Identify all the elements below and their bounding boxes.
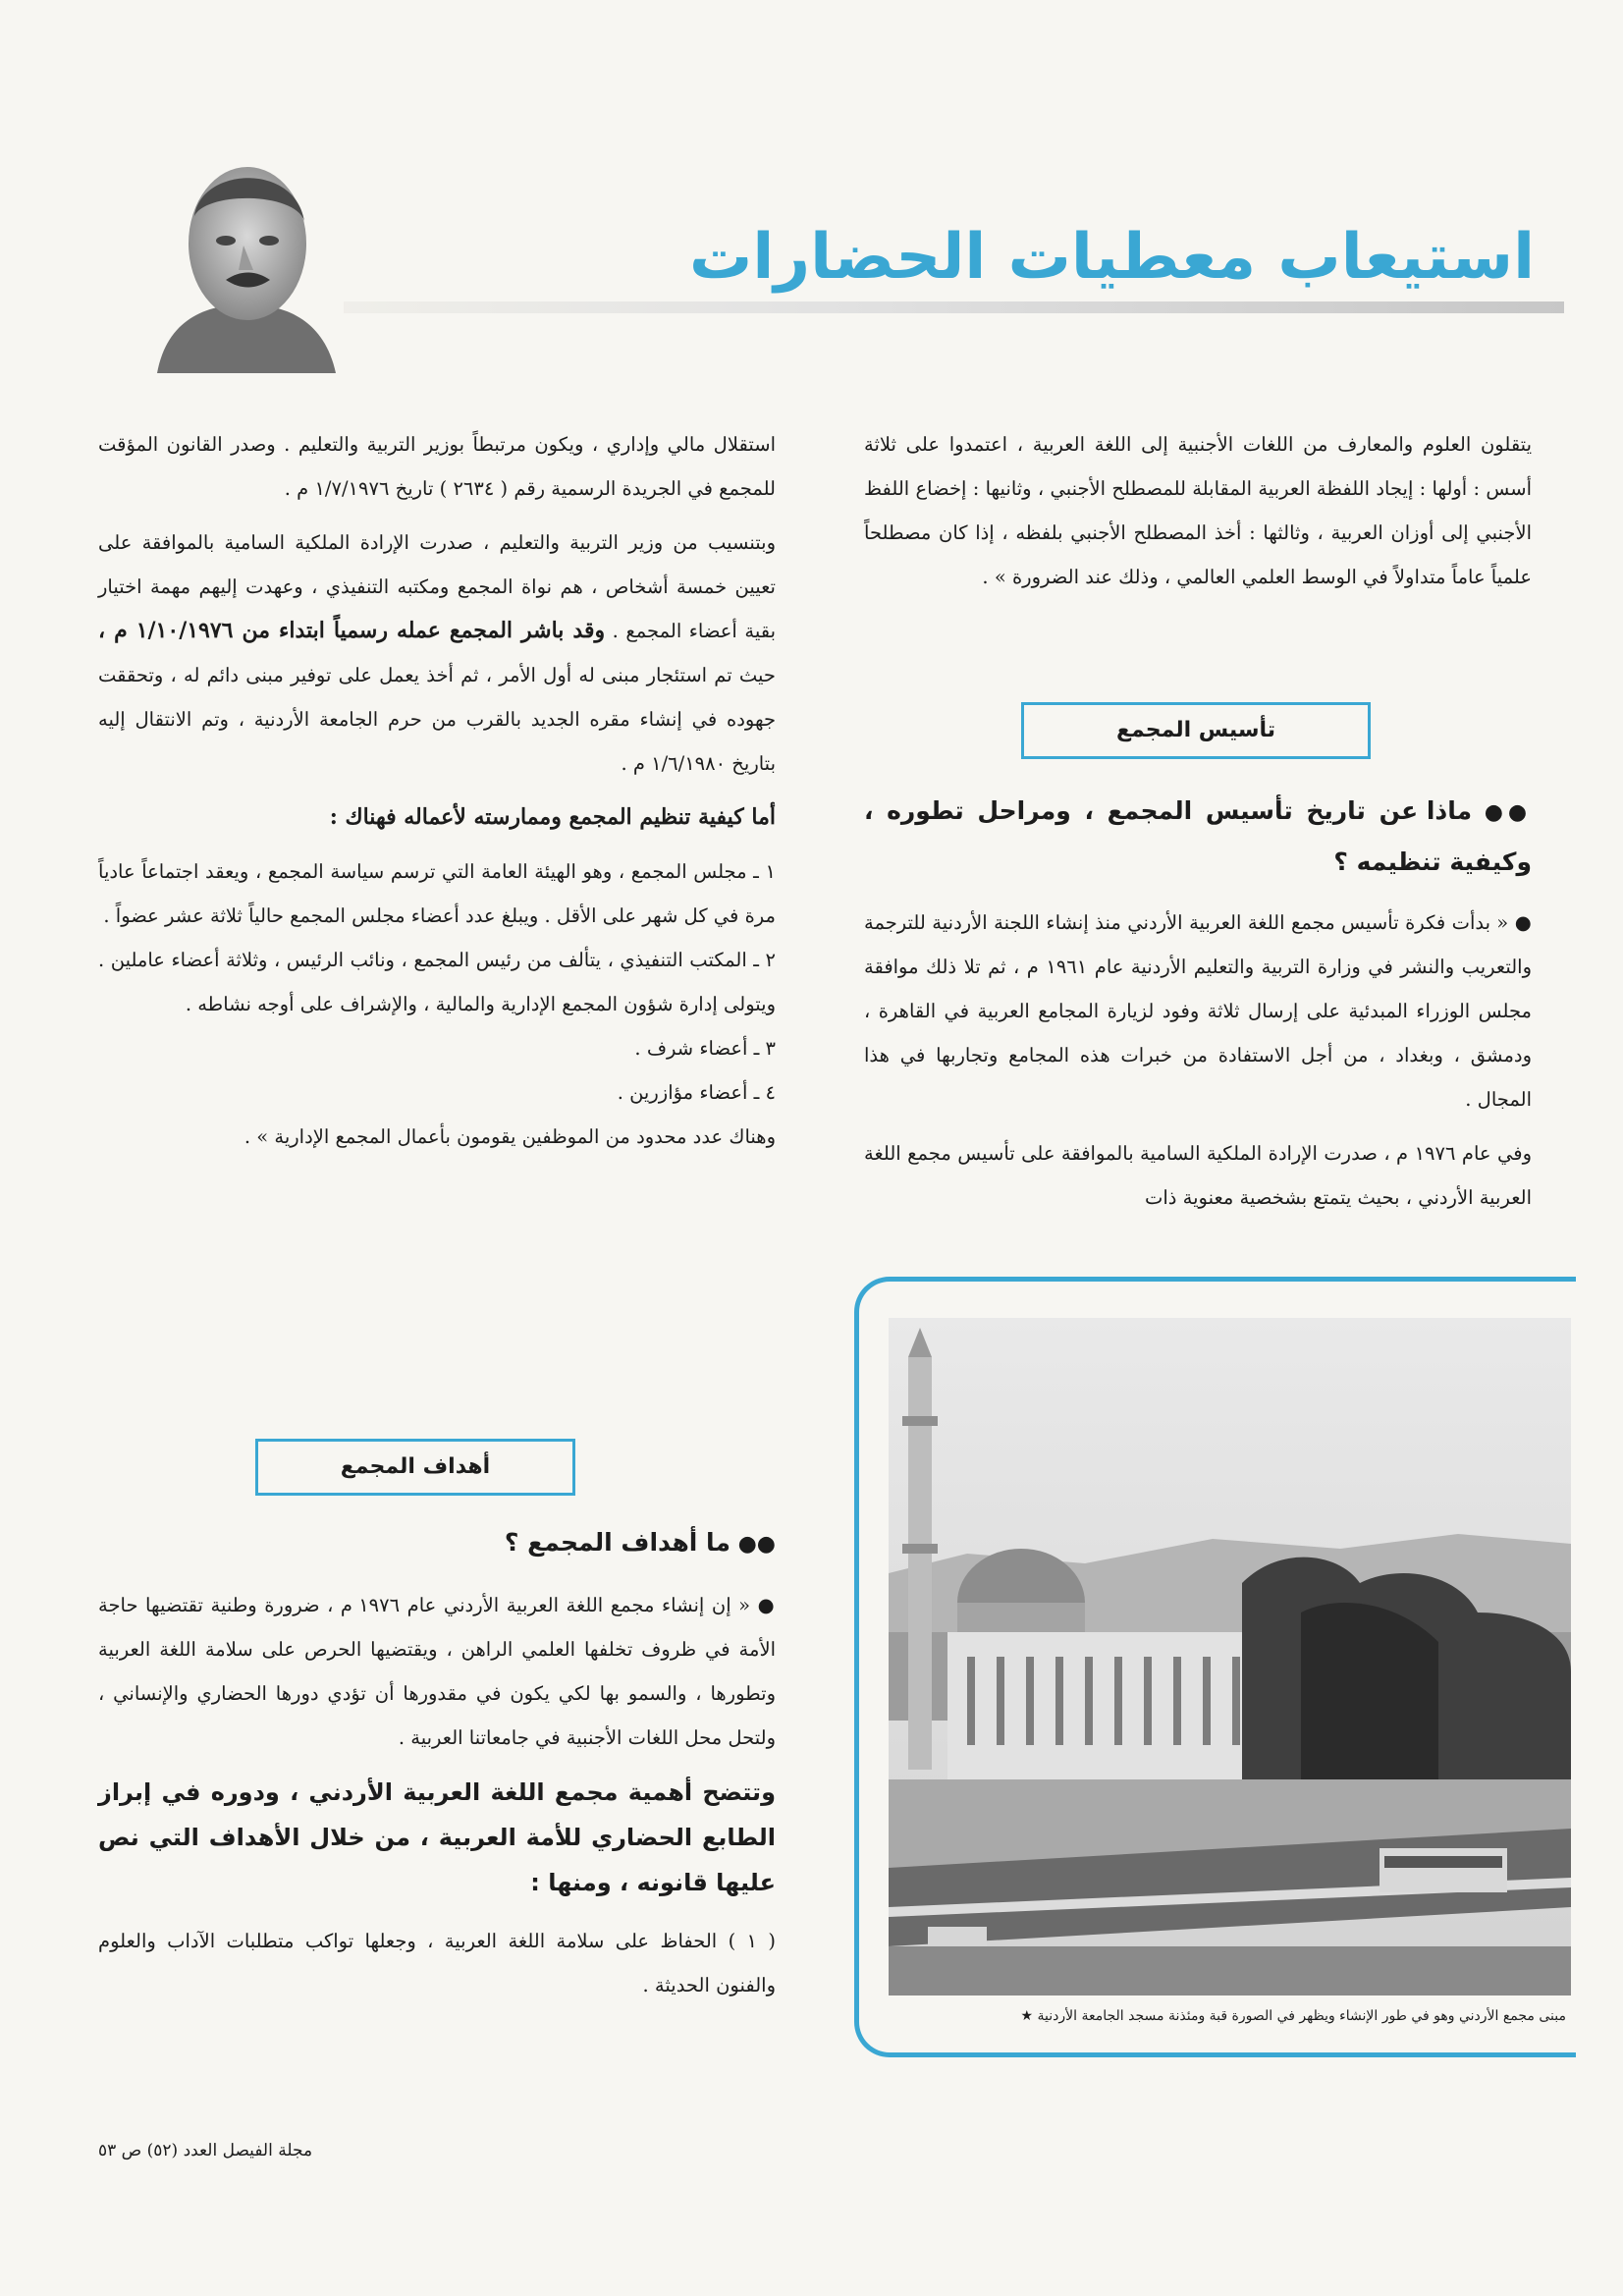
left-p2: وبتنسيب من وزير التربية والتعليم ، صدرت الإرادة الملكية السامية بالموافقة على تعيين خمسة أشخاص ، هم نواة المجمع ومكتبه التنفيذي ، وعهدت إليهم مهمة اختيار بقية أعضاء المجمع . وقد باشر المجمع عمله رسمياً ابتداء من ١/١٠/١٩٧٦ م ، حيث تم استئجار مبنى له أول الأمر ، ثم أخذ يعمل على توفير مبنى دائم له ، وتحققت جهوده في إنشاء مقره الجديد بالقرب من حرم الجامعة الأردنية ، وتم الانتقال إليه بتاريخ ١/٦/١٩٨٠ م . <box>98 531 776 775</box>
left-p1: استقلال مالي وإداري ، ويكون مرتبطاً بوزير التربية والتعليم . وصدر القانون المؤقت للمجمع في الجريدة الرسمية رقم ( ٢٦٣٤ ) تاريخ ١/٧/١٩٧٦ م . <box>98 433 776 500</box>
importance-emphasis: وتتضح أهمية مجمع اللغة العربية الأردني ، ودوره في إبراز الطابع الحضاري للأمة العربية ، من خلال الأهداف التي نص عليها قانونه ، ومنها : <box>98 1778 776 1896</box>
left-column <box>98 422 776 1169</box>
answer-founding-2: وفي عام ١٩٧٦ م ، صدرت الإرادة الملكية السامية بالموافقة على تأسيس مجمع اللغة العربية الأردني ، بحيث يتمتع بشخصية معنوية ذات <box>864 1142 1532 1209</box>
org-item-2: ٢ ـ المكتب التنفيذي ، يتألف من رئيس المجمع ، ونائب الرئيس ، وثلاثة أعضاء عاملين . ويتولى إدارة شؤون المجمع الإدارية والمالية ، والإشراف على أوجه نشاطه . <box>98 949 776 1015</box>
answer-goals: ● « إن إنشاء مجمع اللغة العربية الأردني عام ١٩٧٦ م ، ضرورة وطنية تقتضيها حاجة الأمة في ظروف تخلفها العلمي الراهن ، ويقتضيها الحرص على سلامة اللغة العربية وتطورها ، والسمو بها لكي يكون في مقدورها أن تؤدي دورها الحضاري والإنساني ، ولتحل محل اللغات الأجنبية في جامعاتنا العربية . <box>98 1594 776 1749</box>
building-photo <box>889 1318 1571 1995</box>
photo-caption: مبنى مجمع الأردني وهو في طور الإنشاء ويظهر في الصورة قبة ومئذنة مسجد الجامعة الأردنية ★ <box>1020 2008 1566 2024</box>
answer-founding-1: ● « بدأت فكرة تأسيس مجمع اللغة العربية الأردني منذ إنشاء اللجنة الأردنية للترجمة والتعريب والنشر في وزارة التربية والتعليم الأردنية عام ١٩٦١ م ، ثم تلا ذلك موافقة مجلس الوزراء المبدئية على إرسال ثلاثة وفود لزيارة المجامع العربية في القاهرة ، ودمشق ، وبغداد ، من أجل الاستفادة من خبرات هذه المجامع وتجاربها في هذا المجال . <box>864 911 1532 1111</box>
org-heading: أما كيفية تنظيم المجمع وممارسته لأعماله فهناك : <box>329 804 776 830</box>
title-underline <box>327 301 1564 313</box>
goal-1: ( ١ ) الحفاظ على سلامة اللغة العربية ، وجعلها تواكب متطلبات الآداب والعلوم والفنون الحديثة . <box>98 1930 776 1996</box>
right-column <box>864 422 1532 609</box>
left-column-lower <box>98 1512 776 2017</box>
right-column-lower <box>864 781 1532 1230</box>
page-footer: مجلة الفيصل العدد (٥٢) ص ٥٣ <box>98 2141 313 2160</box>
bullet-icon: ● <box>750 1594 776 1616</box>
section-label-founding: تأسيس المجمع <box>1021 702 1371 759</box>
org-item-4: ٤ ـ أعضاء مؤازرين . <box>617 1081 776 1104</box>
org-item-1: ١ ـ مجلس المجمع ، وهو الهيئة العامة التي ترسم سياسة المجمع ، ويعقد اجتماعاً عادياً مرة في كل شهر على الأقل . ويبلغ عدد أعضاء مجلس المجمع حالياً ثلاثة عشر عضواً . <box>98 860 776 927</box>
bullet-icon: ● <box>1508 911 1532 934</box>
intro-paragraph: يتقلون العلوم والمعارف من اللغات الأجنبية إلى اللغة العربية ، اعتمدوا على ثلاثة أسس : أولها : إيجاد اللفظة العربية المقابلة للمصطلح الأجنبي ، وثانيها : إخضاع اللفظ الأجنبي إلى أوزان العربية ، وثالثها : أخذ المصطلح الأجنبي بلفظه ، إذا كان مصطلحاً علمياً عاماً متداولاً في الوسط العلمي العالمي ، وذلك عند الضرورة » . <box>864 433 1532 588</box>
article-title: استيعاب معطيات الحضارات <box>689 221 1535 294</box>
author-portrait <box>147 147 344 373</box>
section-label-goals: أهداف المجمع <box>255 1439 575 1496</box>
org-closing: وهناك عدد محدود من الموظفين يقومون بأعمال المجمع الإدارية » . <box>243 1125 776 1148</box>
org-item-3: ٣ ـ أعضاء شرف . <box>634 1037 776 1060</box>
double-dot-icon: ●● <box>1472 800 1532 825</box>
double-dot-icon: ●● <box>730 1532 776 1557</box>
question-founding: ●● ماذا عن تاريخ تأسيس المجمع ، ومراحل تطوره ، وكيفية تنظيمه ؟ <box>864 796 1532 876</box>
question-goals: ●● ما أهداف المجمع ؟ <box>504 1528 776 1557</box>
